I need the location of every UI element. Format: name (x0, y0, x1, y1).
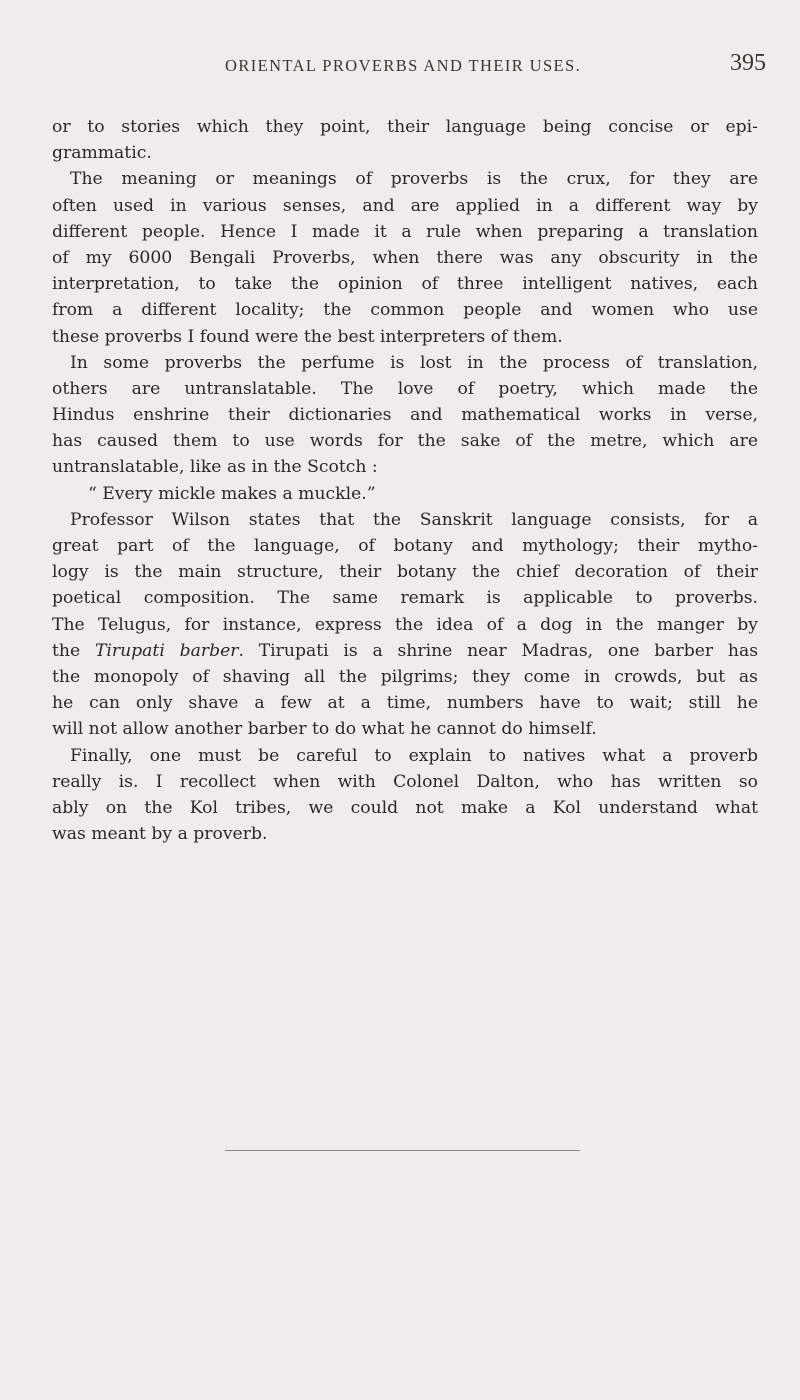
text-line: ably on the Kol tribes, we could not make a Kol understand what (52, 797, 758, 818)
text-line: logy is the main structure, their botany the chief decoration of their (52, 562, 758, 583)
text-line: untranslatable, like as in the Scotch : (52, 457, 378, 478)
text-line: grammatic. (52, 143, 152, 164)
running-head: ORIENTAL PROVERBS AND THEIR USES. (225, 56, 582, 75)
text-line: from a different locality; the common people and women who use (52, 300, 758, 321)
text-line: The Telugus, for instance, express the idea of a dog in the manger by (52, 614, 758, 635)
text-line: the monopoly of shaving all the pilgrims; they come in crowds, but as (52, 666, 758, 687)
text-line: poetical composition. The same remark is applicable to proverbs. (52, 588, 758, 609)
text-line: he can only shave a few at a time, numbers have to wait; still he (52, 693, 758, 714)
body-text (52, 114, 758, 847)
text-fragment: the (52, 640, 81, 661)
text-line: others are untranslatable. The love of poetry, which made the (52, 378, 758, 399)
text-line: Professor Wilson states that the Sanskrit language consists, for a (70, 509, 758, 530)
text-line: or to stories which they point, their language being concise or epi- (52, 117, 758, 137)
italic-phrase: Tirupati barber (94, 640, 239, 661)
text-fragment: . Tirupati is a shrine near Madras, one barber has (238, 640, 759, 661)
text-line: often used in various senses, and are applied in a different way by (52, 195, 758, 216)
text-line: different people. Hence I made it a rule when preparing a translation (52, 221, 758, 242)
text-line: interpretation, to take the opinion of three intelligent natives, each (52, 274, 758, 295)
text-line: was meant by a proverb. (52, 824, 268, 845)
text-line-with-italic (52, 638, 758, 664)
quotation-line: “ Every mickle makes a muckle.” (88, 483, 376, 504)
text-line: these proverbs I found were the best interpreters of them. (52, 326, 563, 347)
text-line: will not allow another barber to do what he cannot do himself. (52, 719, 597, 740)
text-line: Hindus enshrine their dictionaries and mathematical works in verse, (52, 405, 758, 426)
text-line: really is. I recollect when with Colonel Dalton, who has written so (52, 771, 758, 792)
text-line: The meaning or meanings of proverbs is the crux, for they are (70, 169, 758, 190)
text-line: Finally, one must be careful to explain to natives what a proverb (70, 745, 758, 766)
text-line: great part of the language, of botany and mythology; their mytho- (52, 536, 758, 556)
text-line: of my 6000 Bengali Proverbs, when there was any obscurity in the (52, 247, 758, 268)
section-divider (225, 1150, 580, 1151)
text-line: In some proverbs the perfume is lost in the process of translation, (70, 352, 758, 373)
page-number: 395 (730, 50, 766, 76)
text-line: has caused them to use words for the sake of the metre, which are (52, 431, 758, 452)
